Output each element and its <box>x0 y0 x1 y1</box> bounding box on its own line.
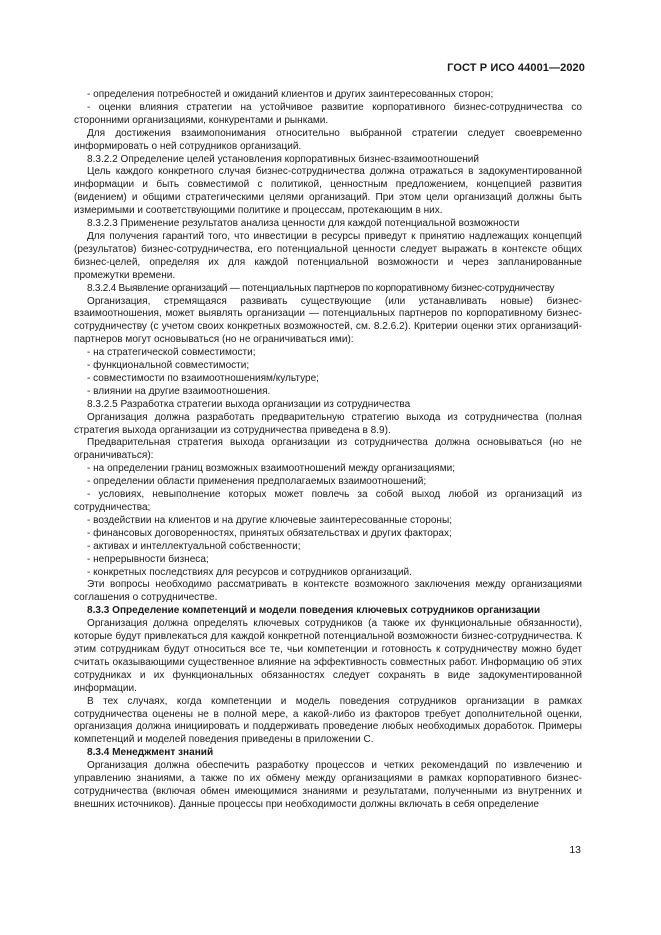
list-item: - влиянии на другие взаимоотношения. <box>87 385 271 397</box>
list-item: - оценки влияния стратегии на устойчивое развитие корпоративного бизнес-сотрудничества со сторонними организациями, конкурентами и рынками. <box>74 101 582 126</box>
paragraph: Организация должна разработать предварительную стратегию выхода из сотрудничества (полная стратегия выхода организации из сотрудничества приведена в 8.9). <box>74 411 582 436</box>
paragraph: Эти вопросы необходимо рассматривать в контексте возможного заключения между организациями соглашения о сотрудничестве. <box>74 579 582 604</box>
subsection-heading: 8.3.2.2 Определение целей установления корпоративных бизнес-взаимоотношений <box>87 153 480 165</box>
list-item: - конкретных последствиях для ресурсов и сотрудников организаций. <box>87 566 412 578</box>
section-heading: 8.3.4 Менеджмент знаний <box>87 747 214 759</box>
paragraph: Организация должна обеспечить разработку процессов и четких рекомендаций по извлечению и управлению знаниями, а также по их обмену между организациями в рамках корпоративного бизнес-сотрудничества (включая обмен имеющимися знаниями и результатами, полученными из внутренних и внешних источников). Данные процессы при необходимости должны включать в себя определение <box>74 760 582 810</box>
paragraph: Для получения гарантий того, что инвестиции в ресурсы приведут к принятию надлежащих концепций (результатов) бизнес-сотрудничества, его потенциальной ценности следует выражать в контексте общих бизнес-целей, определяя их для каждой потенциальной возможности и через запланированные промежутки времени. <box>74 230 582 281</box>
list-item: - финансовых договоренностях, принятых обязательствах и других факторах; <box>87 527 452 539</box>
paragraph: Цель каждого конкретного случая бизнес-сотрудничества должна отражаться в задокументированной информации и быть совместимой с политикой, ценностным предложением, концепцией развития (видением) и общими стратегическими целями организаций. При этом цели организаций должны быть измеримыми и соответствующими политике и процессам, протекающим в них. <box>74 166 582 217</box>
paragraph: Организация, стремящаяся развивать существующие (или устанавливать новые) бизнес-взаимоотношения, может выявлять организации — потенциальных партнеров по корпоративному бизнес-сотрудничеству (с учетом своих конкретных возможностей, см. 8.2.6.2). Критерии оценки этих организаций-партнеров могут основываться (но не ограничиваться ими): <box>74 295 582 346</box>
list-item: - на стратегической совместимости; <box>87 347 256 359</box>
list-item: - определении области применения предполагаемых взаимоотношений; <box>87 476 427 488</box>
list-item: - условиях, невыполнение которых может повлечь за собой выход любой из организаций из сотрудничества; <box>74 489 582 513</box>
paragraph: Организация должна определять ключевых сотрудников (а также их функциональные обязанности), которые будут привлекаться для каждой конкретной потенциальной возможности бизнес-сотрудничества. К этим сотрудникам будут относиться все те, чьи компетенции и готовность к сотрудничеству можно будет считать оказывающими существенное влияние на эффективность совместных работ. Информацию об этих сотрудниках и их функциональных обязанностях следует сохранять в виде задокументированной информации. <box>74 618 582 694</box>
document-body <box>74 89 582 812</box>
section-heading: 8.3.3 Определение компетенций и модели поведения ключевых сотрудников организации <box>87 605 541 617</box>
paragraph: Предварительная стратегия выхода организации из сотрудничества должна основываться (но не ограничиваться): <box>74 437 582 462</box>
list-item: - воздействии на клиентов и на другие ключевые заинтересованные стороны; <box>87 514 452 526</box>
list-item: - непрерывности бизнеса; <box>87 553 209 565</box>
list-item: - активах и интеллектуальной собственности; <box>87 540 301 552</box>
subsection-heading: 8.3.2.3 Применение результатов анализа ценности для каждой потенциальной возможности <box>87 218 520 230</box>
subsection-heading: 8.3.2.4 Выявление организаций — потенциальных партнеров по корпоративному бизнес-сотрудничеству <box>87 282 555 294</box>
list-item: - функциональной совместимости; <box>87 360 250 372</box>
standard-header: ГОСТ Р ИСО 44001—2020 <box>447 62 585 74</box>
paragraph: В тех случаях, когда компетенции и модель поведения сотрудников организации в рамках сотрудничества оценены не в полной мере, а какой-либо из факторов требует дополнительной оценки, организация должна инициировать и поддерживать проведение любых необходимых доработок. Примеры компетенций и моделей поведения приведены в приложении С. <box>74 695 582 746</box>
list-item: - совместимости по взаимоотношениям/культуре; <box>87 372 319 384</box>
paragraph: Для достижения взаимопонимания относительно выбранной стратегии следует своевременно информировать о ней сотрудников организаций. <box>74 127 582 152</box>
page-number: 13 <box>569 844 581 856</box>
subsection-heading: 8.3.2.5 Разработка стратегии выхода организации из сотрудничества <box>87 398 411 410</box>
list-item: - определения потребностей и ожиданий клиентов и других заинтересованных сторон; <box>87 89 494 100</box>
list-item: - на определении границ возможных взаимоотношений между организациями; <box>87 463 456 475</box>
